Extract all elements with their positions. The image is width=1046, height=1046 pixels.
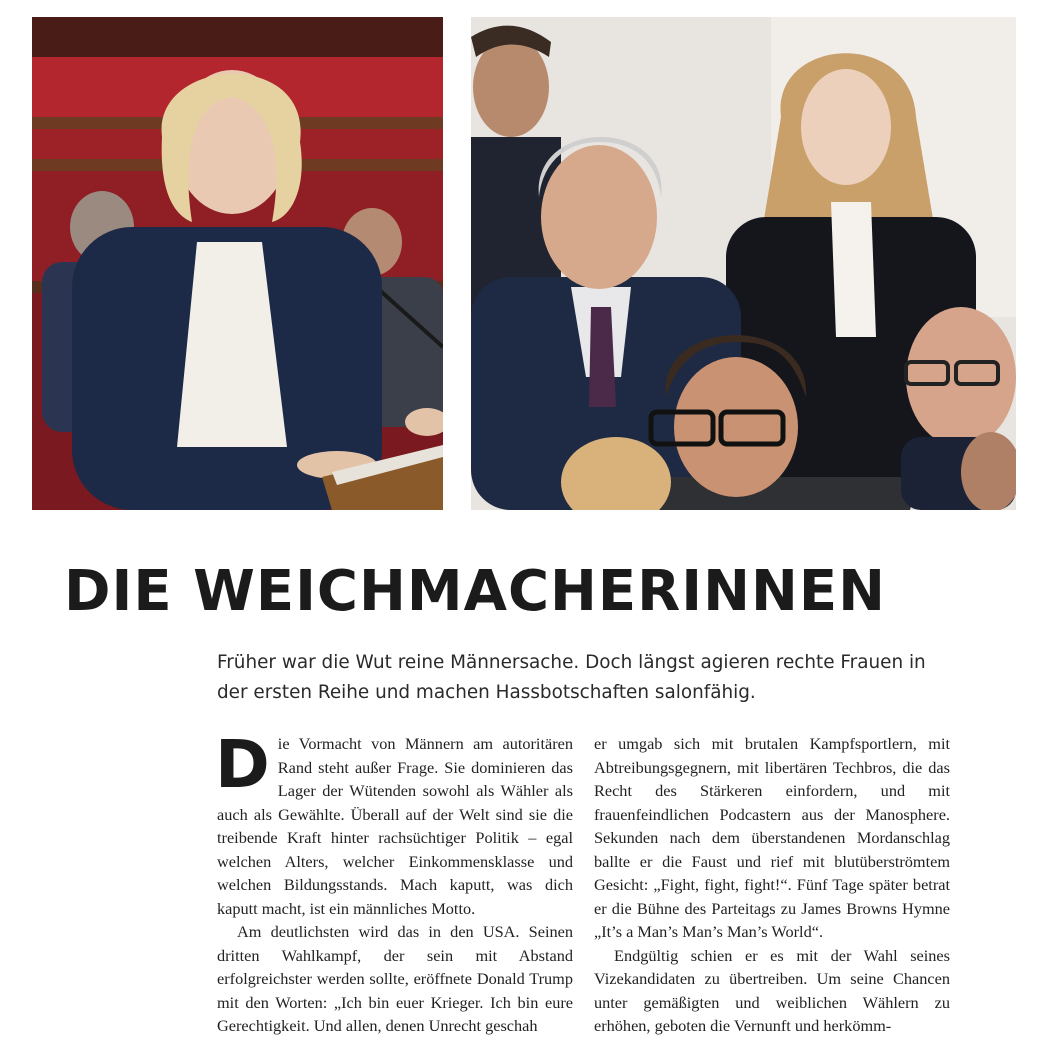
paragraph-text: ie Vormacht von Männern am autoritären Rand steht außer Frage. Sie dominieren das Lager der Wütenden sowohl als Wähler als auch als Gewählte. Überall auf der Welt sind sie die treibende Kraft hinter rachsüchtiger Politik – egal welchen Alters, welcher Einkommensklasse und welchen Bildungsstands. Mach kaputt, was dich kaputt macht, ist ein männliches Motto. — [217, 734, 573, 918]
drop-cap: D — [215, 726, 270, 803]
paragraph — [215, 726, 573, 920]
paragraph: Endgültig schien er es mit der Wahl seines Vizekandidaten zu übertreiben. Um seine Chancen unter gemäßigten und weiblichen Wählern zu erhöhen, geboten die Vernunft und herkömm- — [594, 945, 950, 1035]
dek-subtitle: Früher war die Wut reine Männersache. Doch längst agieren rechte Frauen in der ersten Reihe und machen Hassbotschaften salonfähig. — [217, 652, 926, 703]
article-column-1 — [215, 726, 573, 1038]
article-column-2 — [594, 732, 950, 1038]
photo-politicians-group — [471, 17, 1016, 510]
paragraph: er umgab sich mit brutalen Kampfsportlern, mit Abtreibungsgegnern, mit libertären Techbros, die das Recht des Stärkeren einfordern, und mit frauenfeindlichen Podcastern aus der Manosphere. Sekunden nach dem überstandenen Mordanschlag ballte er die Faust und rief mit blutüberströmtem Gesicht: „Fight, fight, fight!“. Fünf Tage später betrat er die Bühne des Parteitags zu James Browns Hymne „It’s a Man’s Man’s Man’s World“. — [594, 734, 950, 941]
paragraph: Am deutlichsten wird das in den USA. Seinen dritten Wahlkampf, der sein mit Abstand erfolgreichster werden sollte, eröffnete Donald Trump mit den Worten: „Ich bin euer Krieger. Ich bin eure Gerechtigkeit. Und allen, denen Unrecht geschah — [217, 922, 573, 1035]
headline: DIE WEICHMACHERINNEN — [64, 559, 886, 624]
photo-parliament-speaker — [32, 17, 443, 510]
